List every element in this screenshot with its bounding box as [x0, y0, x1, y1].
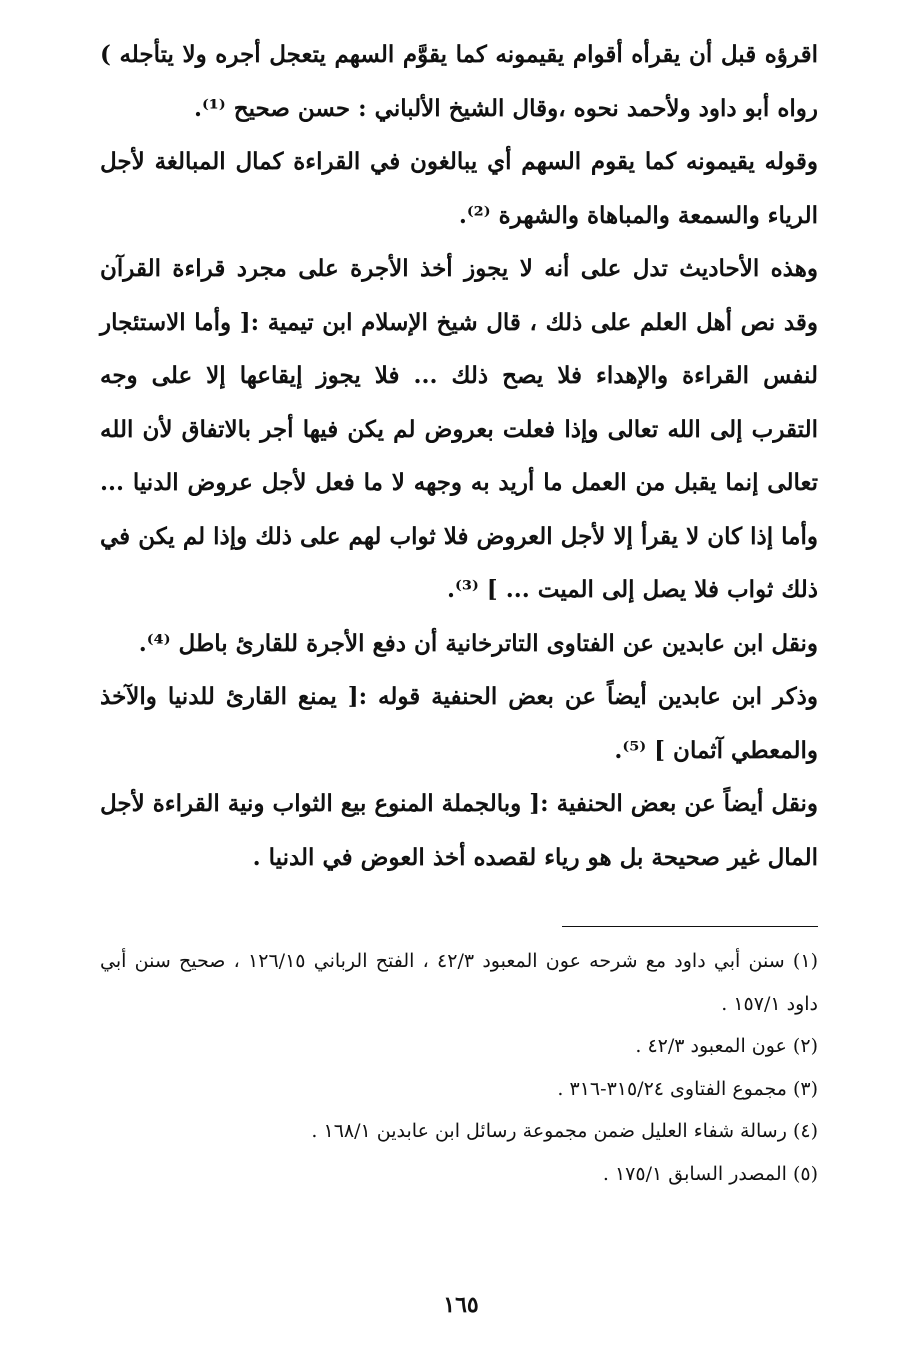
footnote-2: (٢) عون المعبود ٤٢/٣ .	[635, 1035, 818, 1057]
footnote-3: (٣) مجموع الفتاوى ٣١٥/٢٤-٣١٦ .	[557, 1077, 818, 1100]
paragraph-ibn-abidin-hanafi: وذكر ابن عابدين أيضاً عن بعض الحنفية قوله :[ يمنع القارئ للدنيا والآخذ والمعطي آثمان ] ⁽⁵⁾.	[100, 683, 818, 764]
page-number: ١٦٥	[443, 1292, 479, 1318]
footnote-1: (١) سنن أبي داود مع شرحه عون المعبود ٤٢/٣ ، الفتح الرباني ١٢٦/١٥ ، صحيح سنن أبي داود ١٥٧/١ .	[100, 950, 818, 1015]
paragraph-ibn-abidin-tatarkhaniyya: ونقل ابن عابدين عن الفتاوى التاترخانية أن دفع الأجرة للقارئ باطل ⁽⁴⁾.	[138, 629, 818, 657]
footnote-4: (٤) رسالة شفاء العليل ضمن مجموعة رسائل ابن عابدين ١٦٨/١ .	[311, 1120, 818, 1142]
footnote-5: (٥) المصدر السابق ١٧٥/١ .	[602, 1162, 818, 1185]
footnote-divider	[562, 926, 818, 927]
footnotes	[100, 940, 818, 1195]
main-text	[100, 28, 818, 884]
paragraph-hanafi-quote: ونقل أيضاً عن بعض الحنفية :[ وبالجملة المنوع بيع الثواب ونية القراءة لأجل المال غير صحيحة بل هو رياء لقصده أخذ العوض في الدنيا .	[100, 790, 818, 871]
paragraph-explanation: وقوله يقيمونه كما يقوم السهم أي يبالغون في القراءة كمال المبالغة لأجل الرياء والسمعة والمباهاة والشهرة ⁽²⁾.	[100, 148, 818, 229]
paragraph-ibn-taymiyyah-quote: وهذه الأحاديث تدل على أنه لا يجوز أخذ الأجرة على مجرد قراءة القرآن وقد نص أهل العلم على ذلك ، قال شيخ الإسلام ابن تيمية :[ وأما الاستئجار لنفس القراءة والإهداء فلا يصح ذلك ... فلا يجوز إيقاعها إلا على وجه التقرب إلى الله تعالى وإذا فعلت بعروض لم يكن فيها أجر بالاتفاق لأن الله تعالى إنما يقبل من العمل ما أريد به وجهه لا ما فعل لأجل عروض الدنيا ... وأما إذا كان لا يقرأ إلا لأجل العروض فلا ثواب لهم على ذلك وإذا لم يكن في ذلك ثواب فلا يصل إلى الميت ... ] ⁽³⁾.	[100, 255, 818, 603]
paragraph-hadith-continuation: اقرؤه قبل أن يقرأه أقوام يقيمونه كما يقوَّم السهم يتعجل أجره ولا يتأجله ) رواه أبو داود ولأحمد نحوه ،وقال الشيخ الألباني : حسن صحيح ⁽¹⁾.	[100, 41, 818, 122]
